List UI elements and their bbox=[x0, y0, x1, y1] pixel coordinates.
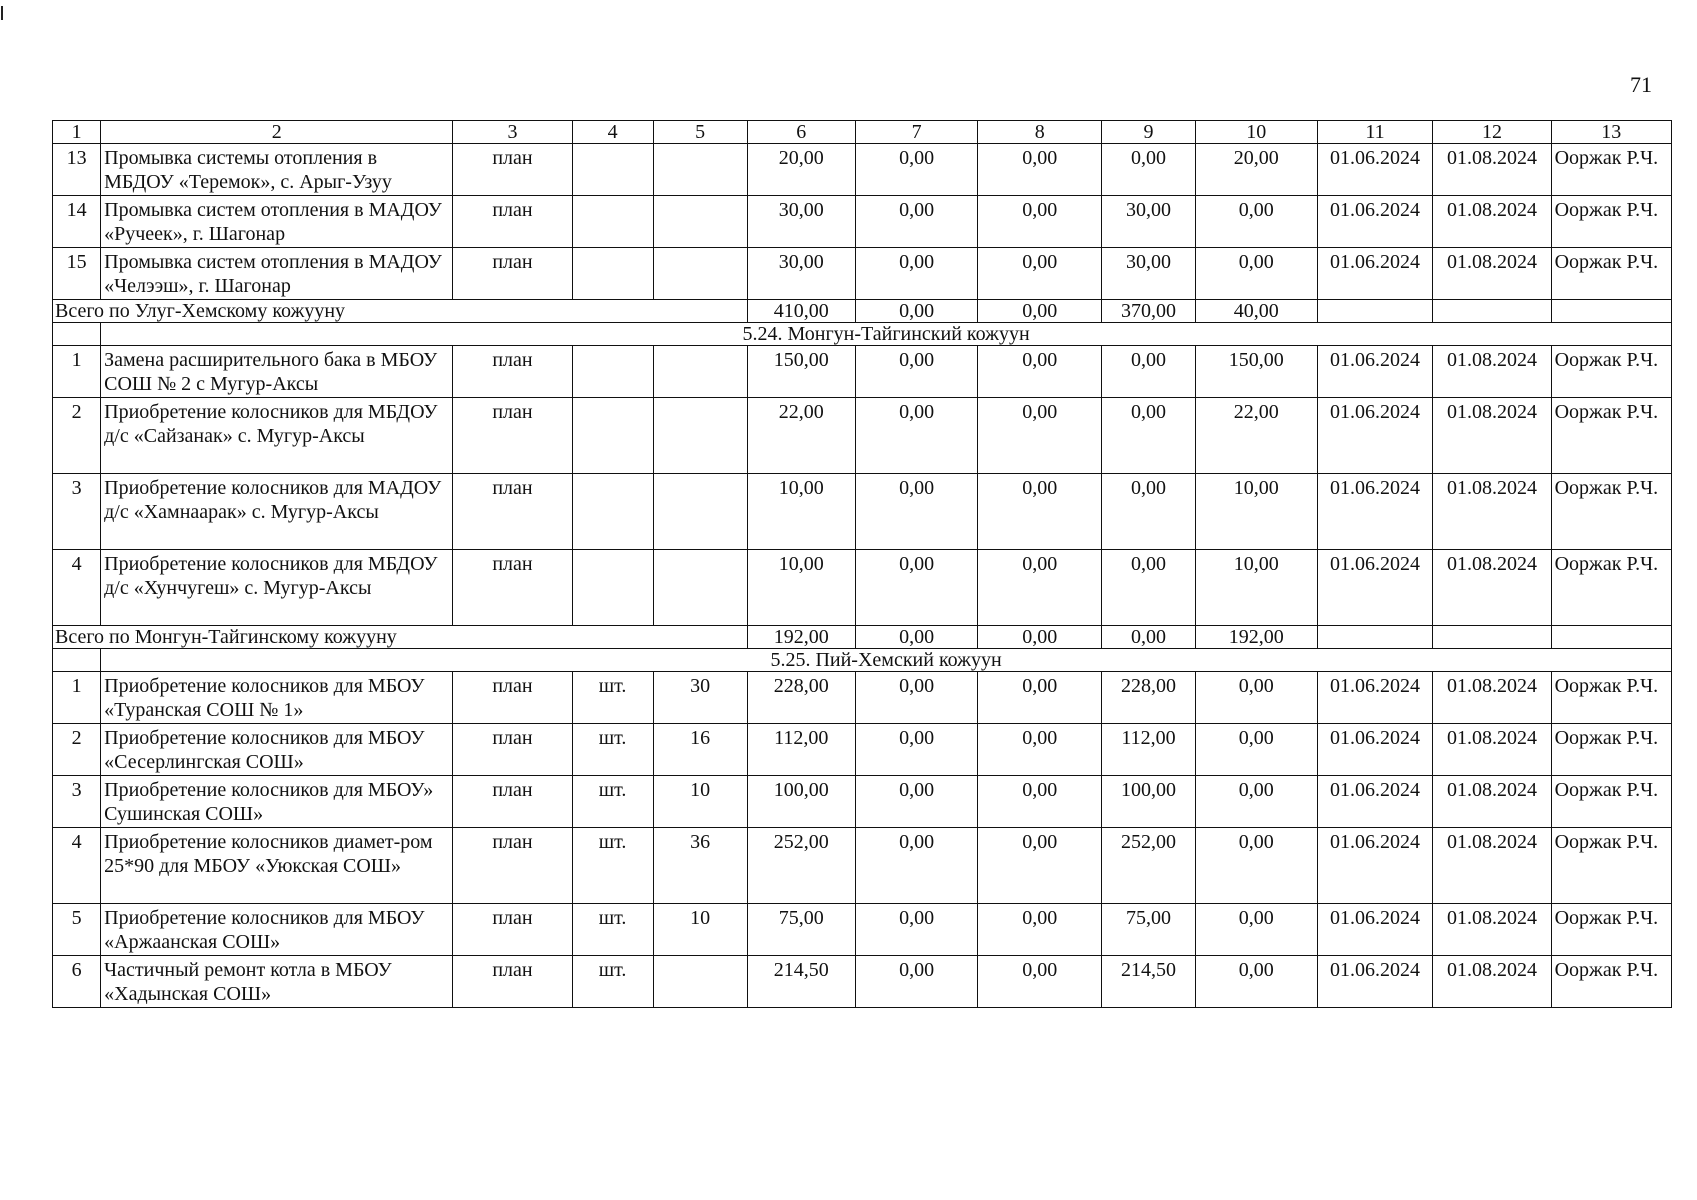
row-number-cell: 4 bbox=[53, 828, 101, 904]
end-date-cell: 01.08.2024 bbox=[1433, 956, 1551, 1008]
amount-total-cell: 100,00 bbox=[747, 776, 855, 828]
responsible-cell: Ооржак Р.Ч. bbox=[1551, 196, 1671, 248]
table-row bbox=[53, 904, 1672, 956]
unit-cell bbox=[572, 346, 653, 398]
quantity-cell bbox=[653, 550, 747, 626]
responsible-cell: Ооржак Р.Ч. bbox=[1551, 248, 1671, 300]
table-row bbox=[53, 724, 1672, 776]
row-number-cell: 5 bbox=[53, 904, 101, 956]
amount-col9-cell: 0,00 bbox=[1102, 346, 1196, 398]
responsible-cell: Ооржак Р.Ч. bbox=[1551, 724, 1671, 776]
amount-col10-cell: 0,00 bbox=[1196, 904, 1317, 956]
responsible-cell: Ооржак Р.Ч. bbox=[1551, 474, 1671, 550]
column-header-2: 2 bbox=[101, 121, 453, 144]
unit-cell bbox=[572, 550, 653, 626]
table-row bbox=[53, 550, 1672, 626]
total-label: Всего по Улуг-Хемскому кожууну bbox=[53, 300, 748, 323]
start-date-cell: 01.06.2024 bbox=[1317, 904, 1433, 956]
quantity-cell bbox=[653, 248, 747, 300]
amount-col8-cell: 0,00 bbox=[978, 956, 1102, 1008]
amount-col10-cell: 0,00 bbox=[1196, 828, 1317, 904]
row-number-cell: 13 bbox=[53, 144, 101, 196]
work-name-cell: Приобретение колосников для МБДОУ д/с «Хунчугеш» с. Мугур-Аксы bbox=[101, 550, 453, 626]
column-header-12: 12 bbox=[1433, 121, 1551, 144]
end-date-cell: 01.08.2024 bbox=[1433, 144, 1551, 196]
plan-type-cell: план bbox=[453, 956, 572, 1008]
table-row bbox=[53, 474, 1672, 550]
unit-cell: шт. bbox=[572, 724, 653, 776]
amount-col8-cell: 0,00 bbox=[978, 196, 1102, 248]
empty-cell bbox=[53, 649, 101, 672]
quantity-cell bbox=[653, 474, 747, 550]
unit-cell bbox=[572, 144, 653, 196]
total-c7-cell: 0,00 bbox=[855, 626, 978, 649]
amount-col7-cell: 0,00 bbox=[855, 956, 978, 1008]
work-name-cell: Приобретение колосников для МБОУ «Аржаанская СОШ» bbox=[101, 904, 453, 956]
responsible-cell: Ооржак Р.Ч. bbox=[1551, 776, 1671, 828]
amount-col8-cell: 0,00 bbox=[978, 904, 1102, 956]
quantity-cell bbox=[653, 196, 747, 248]
work-name-cell: Приобретение колосников для МБОУ «Туранская СОШ № 1» bbox=[101, 672, 453, 724]
amount-total-cell: 22,00 bbox=[747, 398, 855, 474]
end-date-cell: 01.08.2024 bbox=[1433, 724, 1551, 776]
empty-cell bbox=[1551, 300, 1671, 323]
amount-col8-cell: 0,00 bbox=[978, 248, 1102, 300]
total-row bbox=[53, 626, 1672, 649]
unit-cell: шт. bbox=[572, 828, 653, 904]
unit-cell: шт. bbox=[572, 672, 653, 724]
amount-col9-cell: 0,00 bbox=[1102, 144, 1196, 196]
end-date-cell: 01.08.2024 bbox=[1433, 346, 1551, 398]
amount-col9-cell: 214,50 bbox=[1102, 956, 1196, 1008]
start-date-cell: 01.06.2024 bbox=[1317, 672, 1433, 724]
start-date-cell: 01.06.2024 bbox=[1317, 144, 1433, 196]
plan-type-cell: план bbox=[453, 828, 572, 904]
amount-col10-cell: 20,00 bbox=[1196, 144, 1317, 196]
work-name-cell: Промывка системы отопления в МБДОУ «Теремок», с. Арыг-Узуу bbox=[101, 144, 453, 196]
unit-cell: шт. bbox=[572, 904, 653, 956]
work-name-cell: Приобретение колосников для МАДОУ д/с «Хамнаарак» с. Мугур-Аксы bbox=[101, 474, 453, 550]
quantity-cell bbox=[653, 398, 747, 474]
amount-col8-cell: 0,00 bbox=[978, 672, 1102, 724]
amount-col8-cell: 0,00 bbox=[978, 346, 1102, 398]
amount-col9-cell: 100,00 bbox=[1102, 776, 1196, 828]
table-row bbox=[53, 248, 1672, 300]
table-row bbox=[53, 398, 1672, 474]
unit-cell bbox=[572, 474, 653, 550]
responsible-cell: Ооржак Р.Ч. bbox=[1551, 144, 1671, 196]
row-number-cell: 1 bbox=[53, 672, 101, 724]
amount-col7-cell: 0,00 bbox=[855, 398, 978, 474]
quantity-cell: 16 bbox=[653, 724, 747, 776]
data-table bbox=[52, 120, 1672, 1008]
scan-edge-mark bbox=[1, 6, 3, 20]
row-number-cell: 1 bbox=[53, 346, 101, 398]
total-c9-cell: 370,00 bbox=[1102, 300, 1196, 323]
work-name-cell: Замена расширительного бака в МБОУ СОШ № 2 с Мугур-Аксы bbox=[101, 346, 453, 398]
amount-col7-cell: 0,00 bbox=[855, 474, 978, 550]
amount-col10-cell: 0,00 bbox=[1196, 724, 1317, 776]
row-number-cell: 3 bbox=[53, 776, 101, 828]
amount-col9-cell: 112,00 bbox=[1102, 724, 1196, 776]
amount-col8-cell: 0,00 bbox=[978, 474, 1102, 550]
end-date-cell: 01.08.2024 bbox=[1433, 776, 1551, 828]
amount-total-cell: 10,00 bbox=[747, 474, 855, 550]
plan-type-cell: план bbox=[453, 474, 572, 550]
plan-type-cell: план bbox=[453, 196, 572, 248]
unit-cell: шт. bbox=[572, 776, 653, 828]
quantity-cell: 10 bbox=[653, 776, 747, 828]
responsible-cell: Ооржак Р.Ч. bbox=[1551, 904, 1671, 956]
row-number-cell: 2 bbox=[53, 398, 101, 474]
quantity-cell bbox=[653, 144, 747, 196]
amount-col9-cell: 228,00 bbox=[1102, 672, 1196, 724]
column-header-4: 4 bbox=[572, 121, 653, 144]
table-row bbox=[53, 828, 1672, 904]
column-header-1: 1 bbox=[53, 121, 101, 144]
start-date-cell: 01.06.2024 bbox=[1317, 196, 1433, 248]
end-date-cell: 01.08.2024 bbox=[1433, 672, 1551, 724]
start-date-cell: 01.06.2024 bbox=[1317, 724, 1433, 776]
column-header-5: 5 bbox=[653, 121, 747, 144]
amount-col8-cell: 0,00 bbox=[978, 398, 1102, 474]
responsible-cell: Ооржак Р.Ч. bbox=[1551, 956, 1671, 1008]
section-title: 5.24. Монгун-Тайгинский кожуун bbox=[101, 323, 1672, 346]
empty-cell bbox=[1433, 626, 1551, 649]
amount-col10-cell: 0,00 bbox=[1196, 248, 1317, 300]
column-header-10: 10 bbox=[1196, 121, 1317, 144]
amount-col8-cell: 0,00 bbox=[978, 724, 1102, 776]
amount-col8-cell: 0,00 bbox=[978, 550, 1102, 626]
table-row bbox=[53, 672, 1672, 724]
plan-type-cell: план bbox=[453, 776, 572, 828]
empty-cell bbox=[1317, 626, 1433, 649]
empty-cell bbox=[53, 323, 101, 346]
responsible-cell: Ооржак Р.Ч. bbox=[1551, 550, 1671, 626]
amount-col7-cell: 0,00 bbox=[855, 346, 978, 398]
amount-col7-cell: 0,00 bbox=[855, 828, 978, 904]
start-date-cell: 01.06.2024 bbox=[1317, 248, 1433, 300]
column-header-13: 13 bbox=[1551, 121, 1671, 144]
amount-col7-cell: 0,00 bbox=[855, 724, 978, 776]
amount-total-cell: 30,00 bbox=[747, 196, 855, 248]
plan-type-cell: план bbox=[453, 248, 572, 300]
total-c6-cell: 410,00 bbox=[747, 300, 855, 323]
table-row bbox=[53, 144, 1672, 196]
amount-col8-cell: 0,00 bbox=[978, 776, 1102, 828]
unit-cell bbox=[572, 248, 653, 300]
amount-col9-cell: 0,00 bbox=[1102, 398, 1196, 474]
responsible-cell: Ооржак Р.Ч. bbox=[1551, 828, 1671, 904]
quantity-cell: 36 bbox=[653, 828, 747, 904]
amount-col7-cell: 0,00 bbox=[855, 904, 978, 956]
table-row bbox=[53, 776, 1672, 828]
total-label: Всего по Монгун-Тайгинскому кожууну bbox=[53, 626, 748, 649]
end-date-cell: 01.08.2024 bbox=[1433, 248, 1551, 300]
end-date-cell: 01.08.2024 bbox=[1433, 398, 1551, 474]
section-header-row bbox=[53, 323, 1672, 346]
end-date-cell: 01.08.2024 bbox=[1433, 904, 1551, 956]
amount-col9-cell: 30,00 bbox=[1102, 196, 1196, 248]
column-header-7: 7 bbox=[855, 121, 978, 144]
total-c9-cell: 0,00 bbox=[1102, 626, 1196, 649]
quantity-cell: 30 bbox=[653, 672, 747, 724]
table-row bbox=[53, 346, 1672, 398]
total-c8-cell: 0,00 bbox=[978, 626, 1102, 649]
end-date-cell: 01.08.2024 bbox=[1433, 474, 1551, 550]
empty-cell bbox=[1551, 626, 1671, 649]
page-number: 71 bbox=[1630, 72, 1652, 97]
amount-total-cell: 30,00 bbox=[747, 248, 855, 300]
start-date-cell: 01.06.2024 bbox=[1317, 346, 1433, 398]
column-header-3: 3 bbox=[453, 121, 572, 144]
amount-col8-cell: 0,00 bbox=[978, 828, 1102, 904]
amount-total-cell: 10,00 bbox=[747, 550, 855, 626]
plan-type-cell: план bbox=[453, 398, 572, 474]
row-number-cell: 2 bbox=[53, 724, 101, 776]
row-number-cell: 6 bbox=[53, 956, 101, 1008]
work-name-cell: Приобретение колосников для МБОУ» Сушинская СОШ» bbox=[101, 776, 453, 828]
quantity-cell: 10 bbox=[653, 904, 747, 956]
work-name-cell: Промывка систем отопления в МАДОУ «Челээш», г. Шагонар bbox=[101, 248, 453, 300]
empty-cell bbox=[1317, 300, 1433, 323]
row-number-cell: 15 bbox=[53, 248, 101, 300]
row-number-cell: 14 bbox=[53, 196, 101, 248]
total-c6-cell: 192,00 bbox=[747, 626, 855, 649]
plan-type-cell: план bbox=[453, 550, 572, 626]
amount-col8-cell: 0,00 bbox=[978, 144, 1102, 196]
column-header-6: 6 bbox=[747, 121, 855, 144]
start-date-cell: 01.06.2024 bbox=[1317, 956, 1433, 1008]
amount-col7-cell: 0,00 bbox=[855, 248, 978, 300]
amount-total-cell: 75,00 bbox=[747, 904, 855, 956]
work-name-cell: Промывка систем отопления в МАДОУ «Ручеек», г. Шагонар bbox=[101, 196, 453, 248]
total-c8-cell: 0,00 bbox=[978, 300, 1102, 323]
amount-total-cell: 112,00 bbox=[747, 724, 855, 776]
row-number-cell: 3 bbox=[53, 474, 101, 550]
amount-col9-cell: 30,00 bbox=[1102, 248, 1196, 300]
plan-type-cell: план bbox=[453, 904, 572, 956]
start-date-cell: 01.06.2024 bbox=[1317, 776, 1433, 828]
amount-col7-cell: 0,00 bbox=[855, 550, 978, 626]
plan-type-cell: план bbox=[453, 672, 572, 724]
start-date-cell: 01.06.2024 bbox=[1317, 398, 1433, 474]
amount-col10-cell: 10,00 bbox=[1196, 474, 1317, 550]
amount-col7-cell: 0,00 bbox=[855, 672, 978, 724]
total-c7-cell: 0,00 bbox=[855, 300, 978, 323]
quantity-cell bbox=[653, 346, 747, 398]
work-name-cell: Приобретение колосников диамет-ром 25*90 для МБОУ «Уюкская СОШ» bbox=[101, 828, 453, 904]
responsible-cell: Ооржак Р.Ч. bbox=[1551, 346, 1671, 398]
plan-type-cell: план bbox=[453, 724, 572, 776]
empty-cell bbox=[1433, 300, 1551, 323]
unit-cell bbox=[572, 398, 653, 474]
amount-total-cell: 20,00 bbox=[747, 144, 855, 196]
amount-col7-cell: 0,00 bbox=[855, 776, 978, 828]
amount-col10-cell: 0,00 bbox=[1196, 956, 1317, 1008]
plan-type-cell: план bbox=[453, 144, 572, 196]
total-c10-cell: 40,00 bbox=[1196, 300, 1317, 323]
column-header-row bbox=[53, 121, 1672, 144]
amount-col10-cell: 0,00 bbox=[1196, 196, 1317, 248]
end-date-cell: 01.08.2024 bbox=[1433, 550, 1551, 626]
end-date-cell: 01.08.2024 bbox=[1433, 196, 1551, 248]
unit-cell: шт. bbox=[572, 956, 653, 1008]
start-date-cell: 01.06.2024 bbox=[1317, 474, 1433, 550]
quantity-cell bbox=[653, 956, 747, 1008]
total-c10-cell: 192,00 bbox=[1196, 626, 1317, 649]
work-name-cell: Частичный ремонт котла в МБОУ «Хадынская СОШ» bbox=[101, 956, 453, 1008]
total-row bbox=[53, 300, 1672, 323]
section-title: 5.25. Пий-Хемский кожуун bbox=[101, 649, 1672, 672]
amount-col10-cell: 22,00 bbox=[1196, 398, 1317, 474]
amount-total-cell: 252,00 bbox=[747, 828, 855, 904]
responsible-cell: Ооржак Р.Ч. bbox=[1551, 398, 1671, 474]
work-name-cell: Приобретение колосников для МБДОУ д/с «Сайзанак» с. Мугур-Аксы bbox=[101, 398, 453, 474]
start-date-cell: 01.06.2024 bbox=[1317, 550, 1433, 626]
section-header-row bbox=[53, 649, 1672, 672]
row-number-cell: 4 bbox=[53, 550, 101, 626]
table-row bbox=[53, 956, 1672, 1008]
column-header-11: 11 bbox=[1317, 121, 1433, 144]
column-header-8: 8 bbox=[978, 121, 1102, 144]
amount-col10-cell: 150,00 bbox=[1196, 346, 1317, 398]
amount-col10-cell: 0,00 bbox=[1196, 672, 1317, 724]
amount-col9-cell: 0,00 bbox=[1102, 474, 1196, 550]
amount-total-cell: 228,00 bbox=[747, 672, 855, 724]
amount-col7-cell: 0,00 bbox=[855, 196, 978, 248]
table-row bbox=[53, 196, 1672, 248]
amount-col10-cell: 0,00 bbox=[1196, 776, 1317, 828]
amount-col9-cell: 252,00 bbox=[1102, 828, 1196, 904]
work-name-cell: Приобретение колосников для МБОУ «Сесерлингская СОШ» bbox=[101, 724, 453, 776]
amount-col10-cell: 10,00 bbox=[1196, 550, 1317, 626]
column-header-9: 9 bbox=[1102, 121, 1196, 144]
amount-total-cell: 150,00 bbox=[747, 346, 855, 398]
amount-col9-cell: 0,00 bbox=[1102, 550, 1196, 626]
plan-type-cell: план bbox=[453, 346, 572, 398]
end-date-cell: 01.08.2024 bbox=[1433, 828, 1551, 904]
amount-col9-cell: 75,00 bbox=[1102, 904, 1196, 956]
responsible-cell: Ооржак Р.Ч. bbox=[1551, 672, 1671, 724]
start-date-cell: 01.06.2024 bbox=[1317, 828, 1433, 904]
amount-col7-cell: 0,00 bbox=[855, 144, 978, 196]
amount-total-cell: 214,50 bbox=[747, 956, 855, 1008]
unit-cell bbox=[572, 196, 653, 248]
